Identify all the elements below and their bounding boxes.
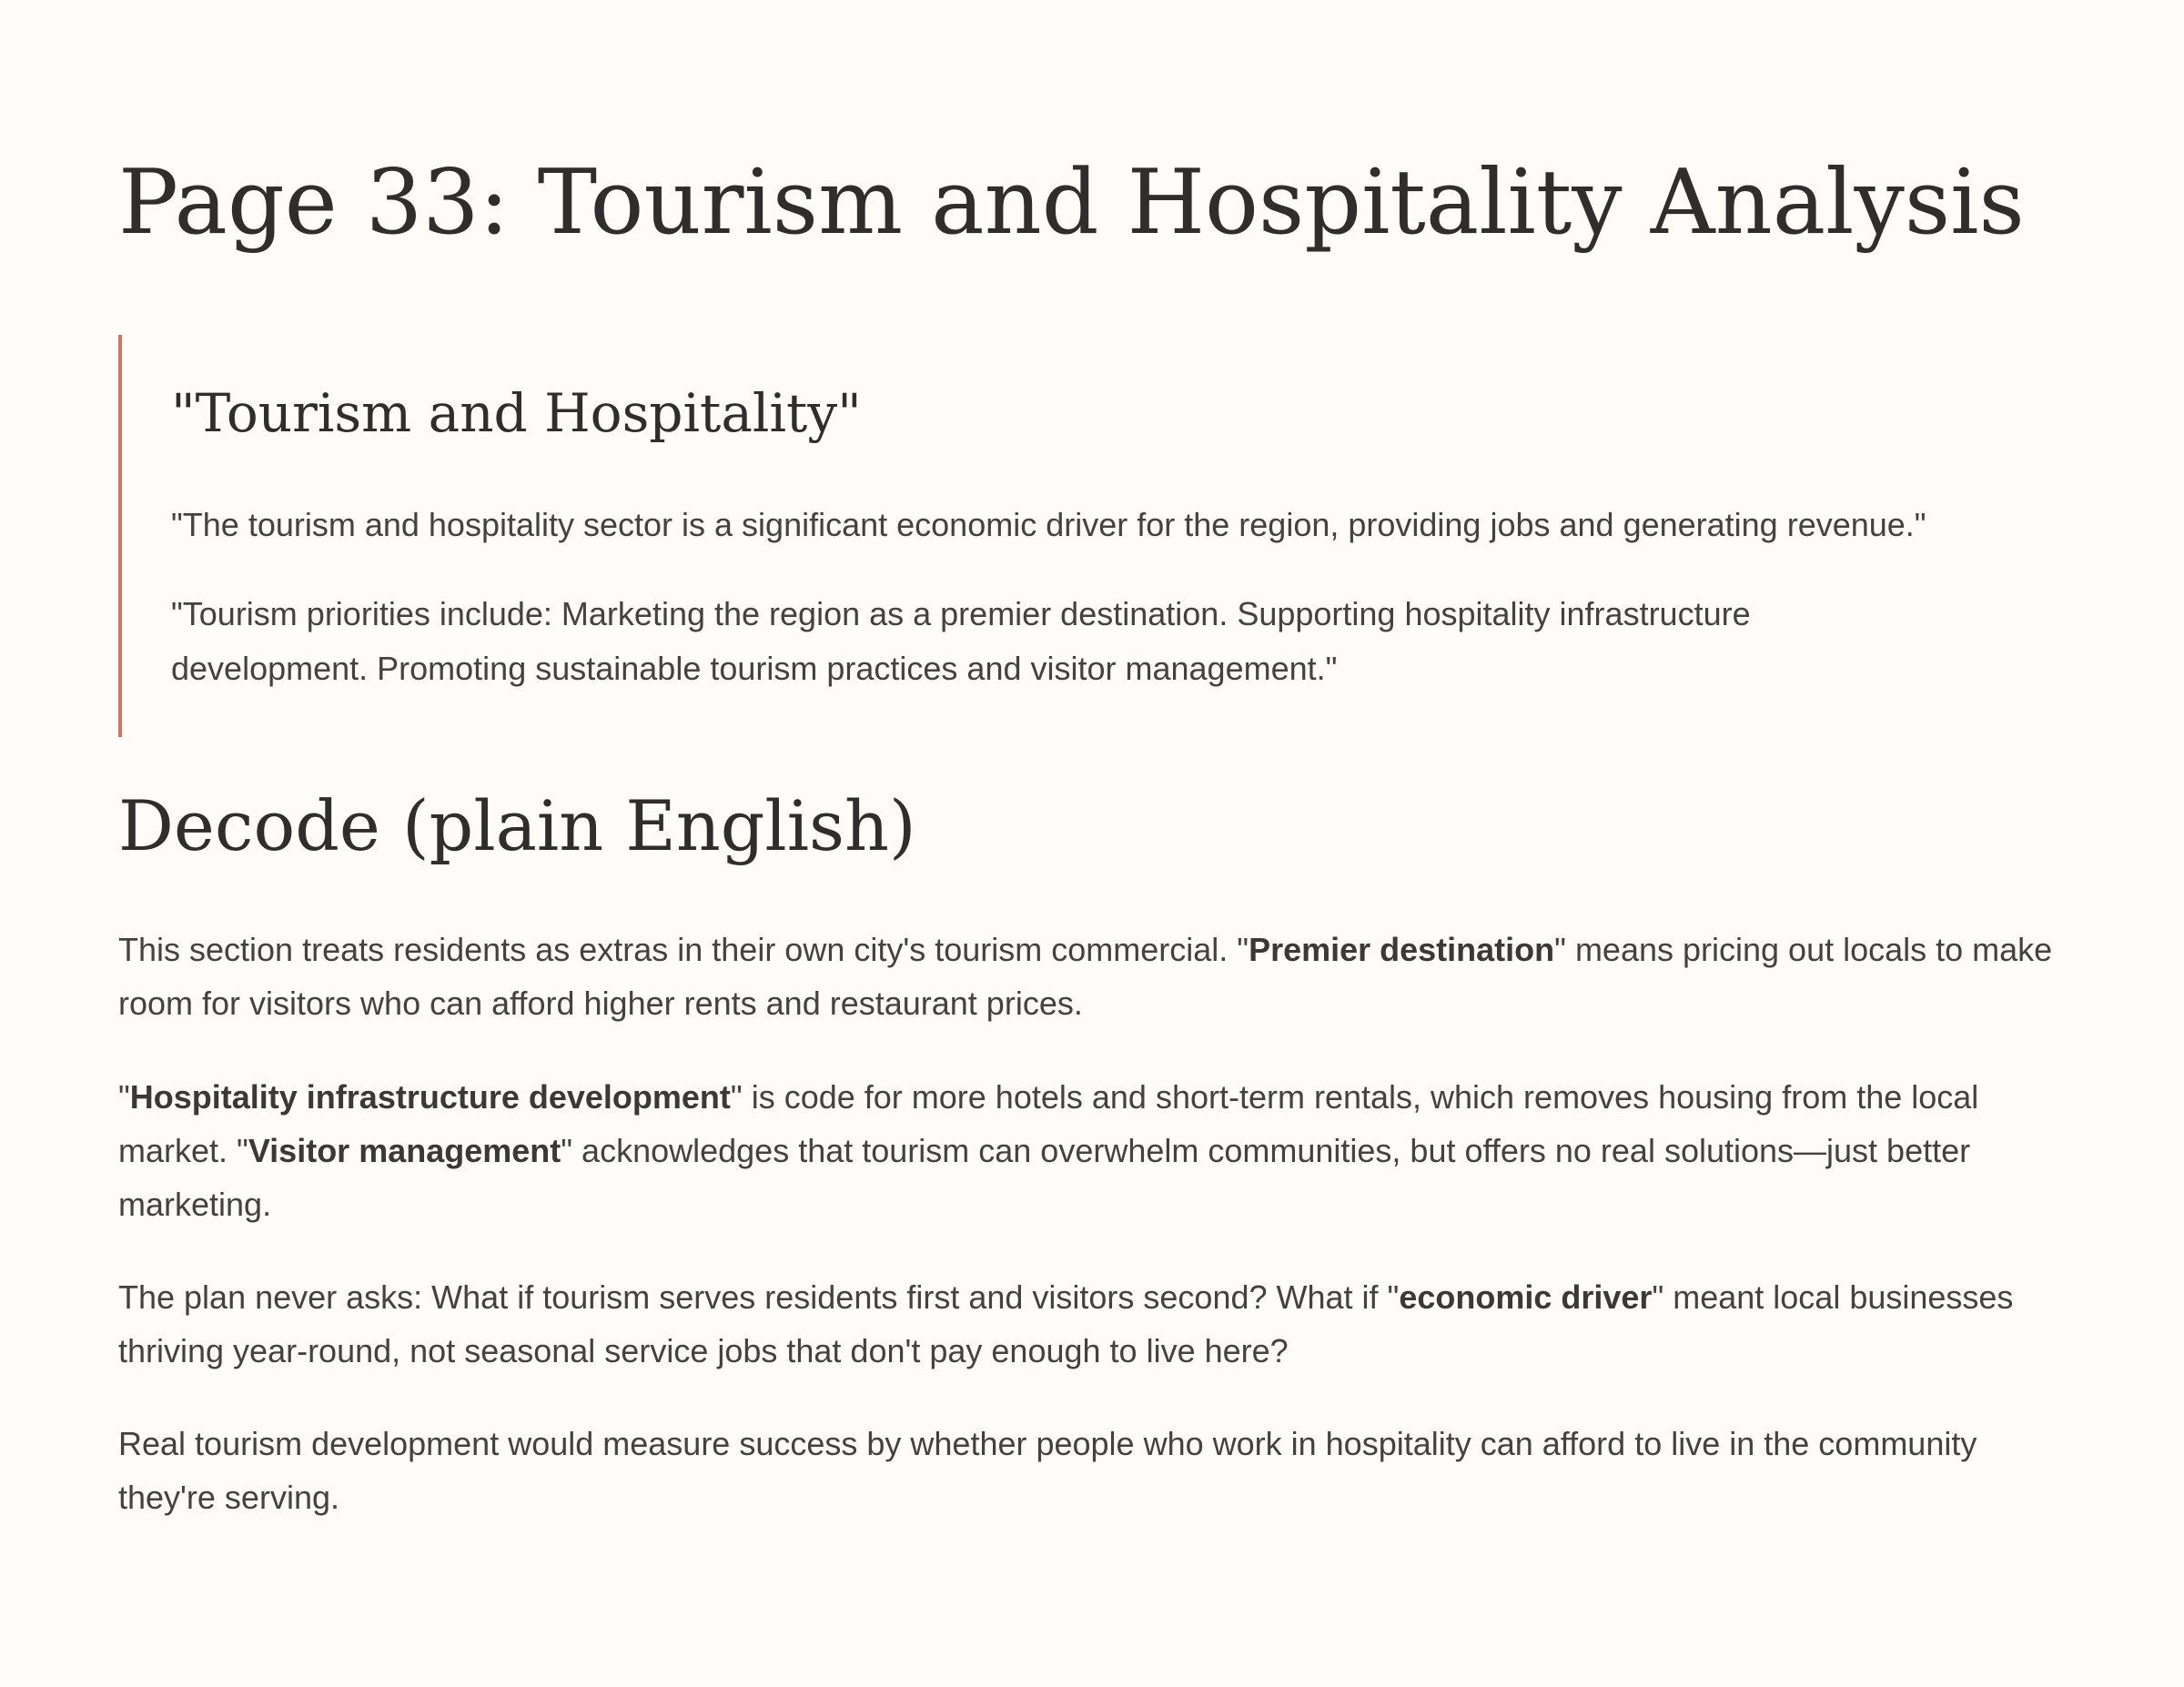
paragraph-text: " means pricing out locals to make room for visitors who can afford higher rents and restaurant prices. <box>118 931 2053 1022</box>
key-term: economic driver <box>1399 1278 1653 1316</box>
paragraph-text: " meant local businesses thriving year-round, not seasonal service jobs that don't pay enough to live here? <box>118 1278 2014 1369</box>
page-title: Page 33: Tourism and Hospitality Analysis <box>118 151 2025 255</box>
paragraph-text: " is code for more hotels and short-term rentals, which removes housing from the local market. " <box>118 1078 1979 1169</box>
paragraph-text: " acknowledges that tourism can overwhelm communities, but offers no real solutions—just better marketing. <box>118 1132 1971 1223</box>
paragraph-text: This section treats residents as extras in their own city's tourism commercial. " <box>118 931 1249 968</box>
decode-paragraph <box>118 923 2066 1030</box>
decode-paragraph <box>118 1417 2066 1524</box>
key-term: Visitor management <box>248 1132 561 1169</box>
key-term: Hospitality infrastructure development <box>129 1078 731 1116</box>
key-term: Premier destination <box>1249 931 1555 968</box>
quote-heading: "Tourism and Hospitality" <box>171 382 862 444</box>
paragraph-text: " <box>118 1078 130 1116</box>
decode-paragraph <box>118 1070 2066 1231</box>
decode-heading: Decode (plain English) <box>118 785 916 866</box>
paragraph-text: Real tourism development would measure success by whether people who work in hospitality can afford to live in the community they're serving. <box>118 1425 1977 1516</box>
paragraph-text: The plan never asks: What if tourism serves residents first and visitors second? What if " <box>118 1278 1400 1316</box>
quote-paragraph: "The tourism and hospitality sector is a significant economic driver for the region, providing jobs and generating revenue." <box>171 506 1926 543</box>
quote-paragraph: "Tourism priorities include: Marketing the region as a premier destination. Supporting hospitality infrastructure development. Promoting sustainable tourism practices and visitor management." <box>171 595 1751 687</box>
source-quote-block <box>118 335 2066 737</box>
decode-paragraph <box>118 1270 2066 1378</box>
